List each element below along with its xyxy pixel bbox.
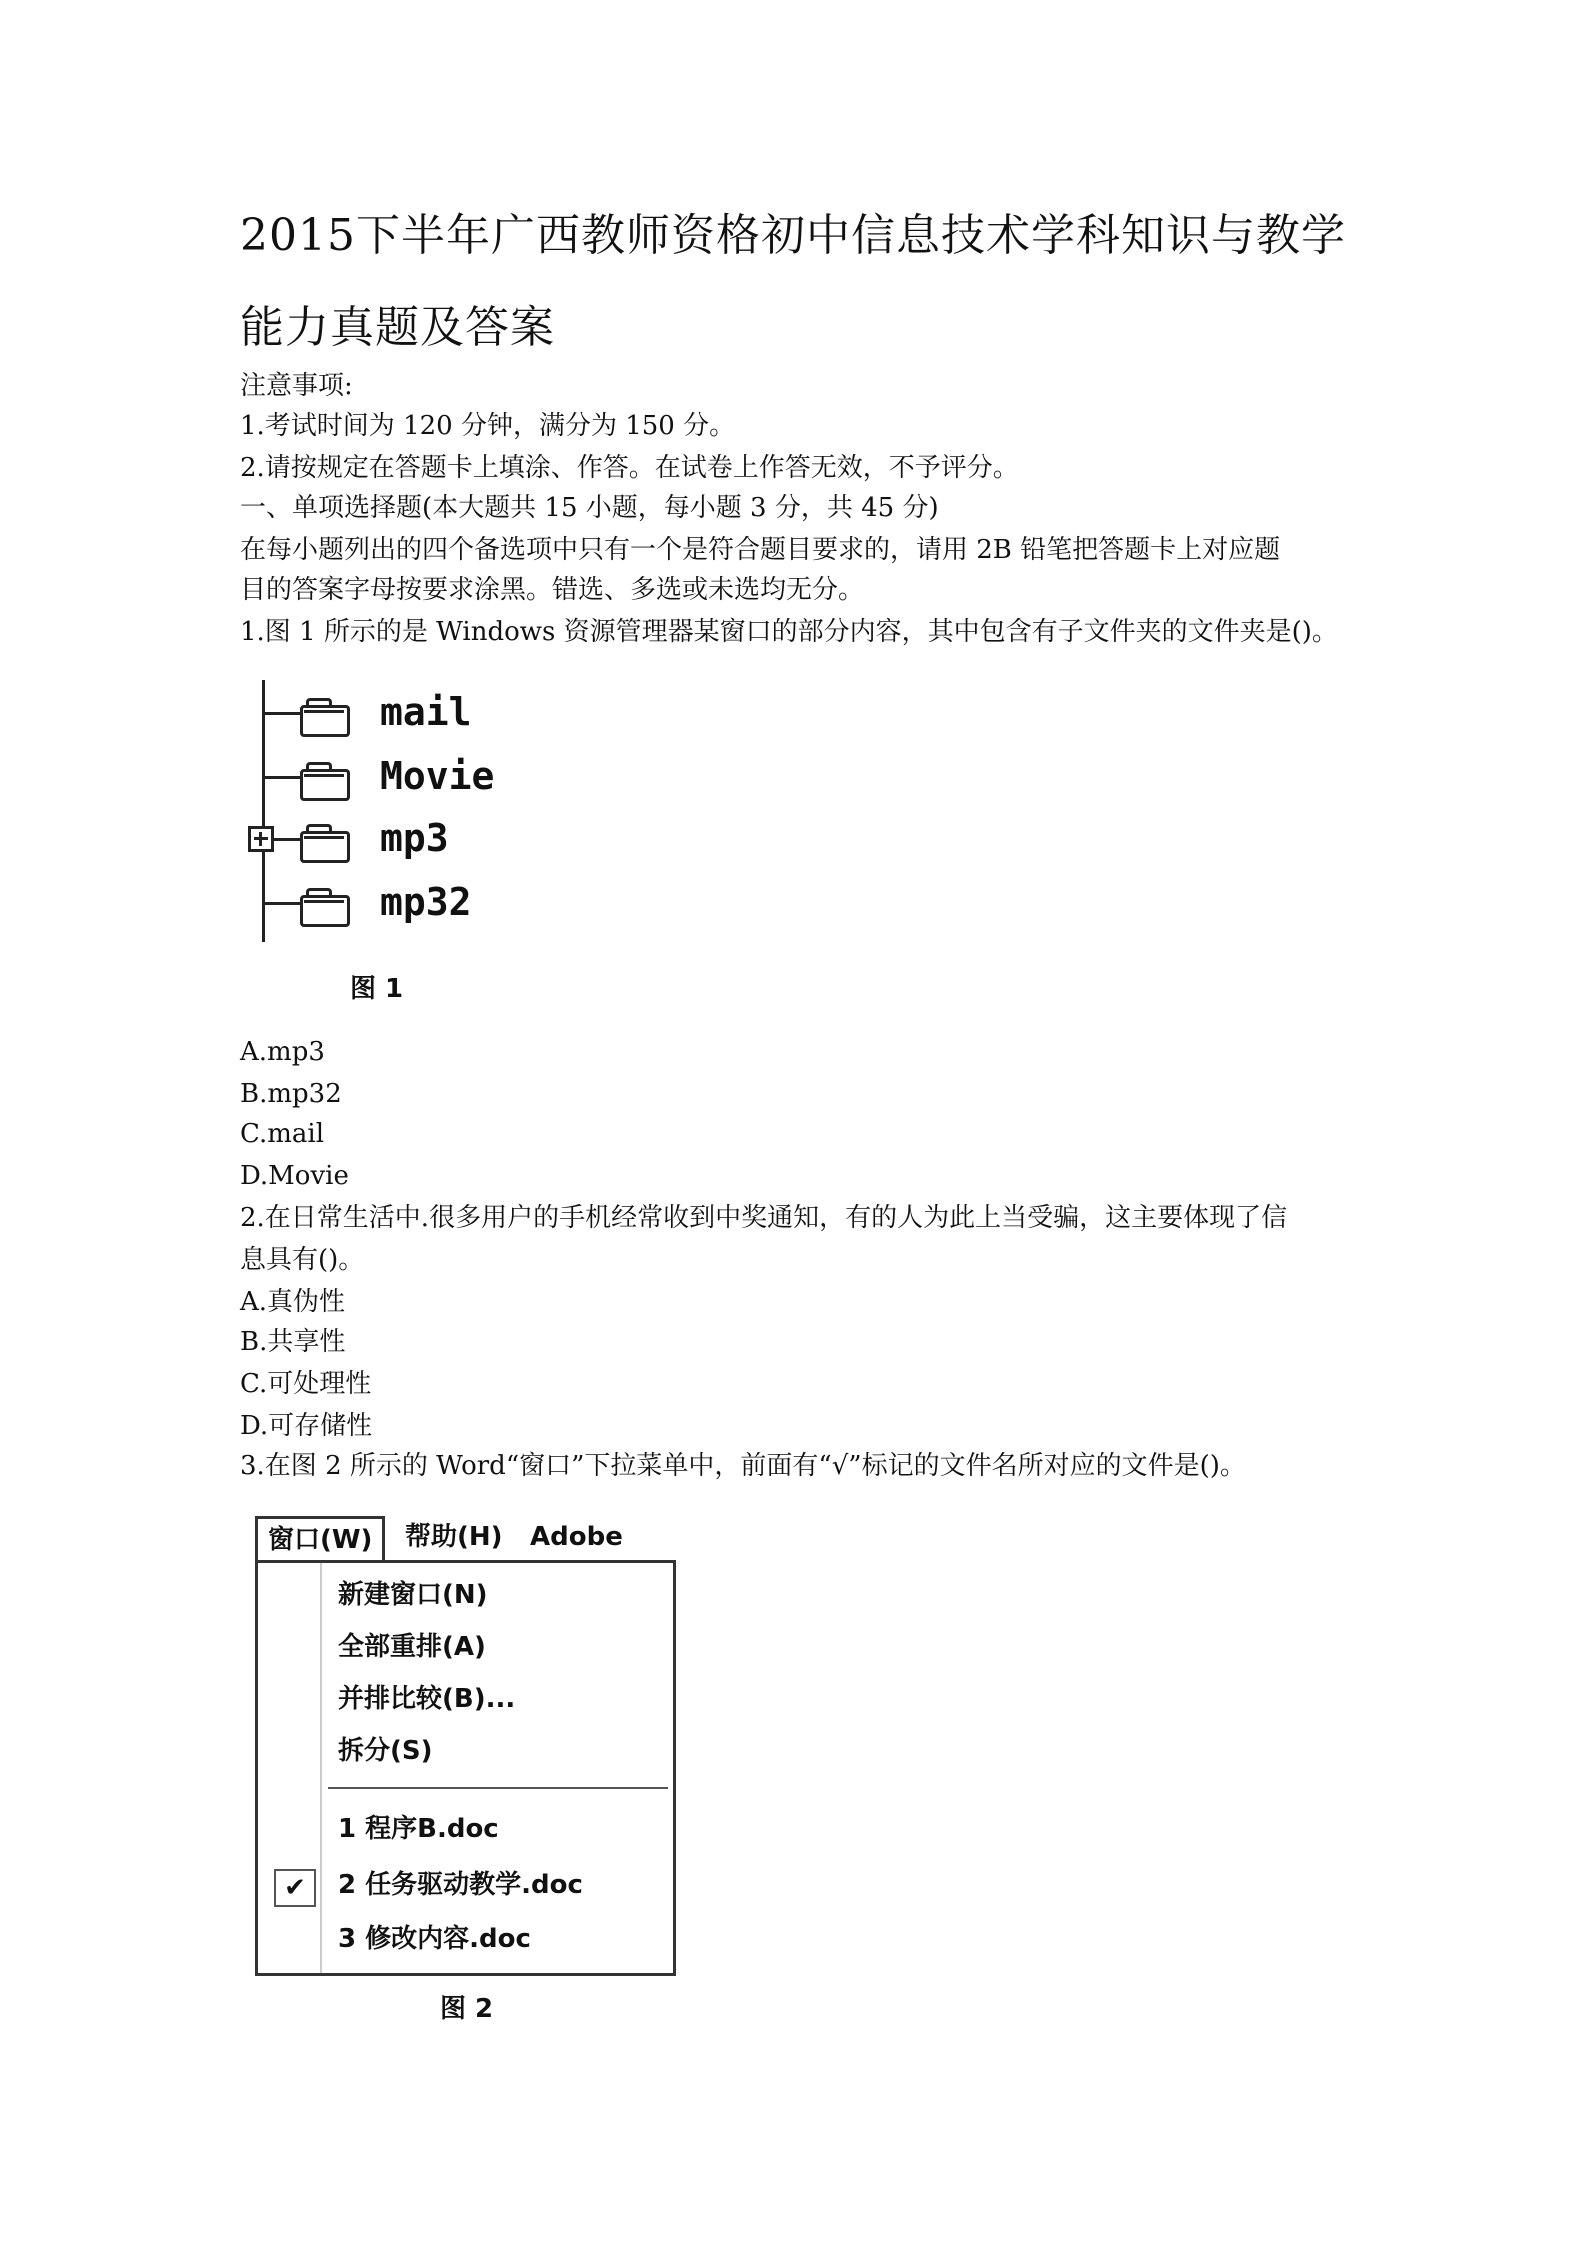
figure-1-folder-tree bbox=[240, 672, 520, 1002]
section-instruction-1: 在每小题列出的四个备选项中只有一个是符合题目要求的，请用 2B 铅笔把答题卡上对应题 bbox=[240, 535, 1281, 565]
menu-tab-help: 帮助(H) bbox=[405, 1522, 503, 1552]
menu-item-compare: 并排比较(B)... bbox=[338, 1684, 516, 1714]
q3-stem: 3.在图 2 所示的 Word“窗口”下拉菜单中，前面有“√”标记的文件名所对应的文件是()。 bbox=[240, 1451, 1246, 1481]
figure-2-word-menu bbox=[250, 1510, 680, 2030]
folder-name-movie: Movie bbox=[380, 754, 495, 798]
notice-heading: 注意事项: bbox=[240, 371, 353, 401]
q1-stem: 1.图 1 所示的是 Windows 资源管理器某窗口的部分内容，其中包含有子文件夹的文件夹是()。 bbox=[240, 617, 1338, 647]
figure-1-caption: 图 1 bbox=[350, 974, 404, 1004]
q2-option-c: C.可处理性 bbox=[240, 1369, 372, 1399]
q2-stem-line-2: 息具有()。 bbox=[240, 1245, 365, 1275]
notice-item-2: 2.请按规定在答题卡上填涂、作答。在试卷上作答无效，不予评分。 bbox=[240, 453, 1019, 483]
menu-separator bbox=[328, 1787, 668, 1789]
menu-tab-window: 窗口(W) bbox=[255, 1516, 385, 1561]
menu-bar bbox=[250, 1510, 680, 1560]
folder-icon bbox=[300, 760, 352, 798]
dropdown-menu bbox=[255, 1560, 676, 1976]
notice-item-1: 1.考试时间为 120 分钟，满分为 150 分。 bbox=[240, 411, 736, 441]
folder-icon bbox=[300, 822, 352, 860]
menu-item-new-window: 新建窗口(N) bbox=[338, 1580, 488, 1610]
menu-file-1: 1 程序B.doc bbox=[338, 1814, 499, 1844]
section-instruction-2: 目的答案字母按要求涂黑。错选、多选或未选均无分。 bbox=[240, 575, 865, 605]
expand-plus-icon bbox=[248, 826, 274, 852]
folder-name-mail: mail bbox=[380, 690, 472, 734]
folder-icon bbox=[300, 696, 352, 734]
q2-stem-line-1: 2.在日常生活中.很多用户的手机经常收到中奖通知，有的人为此上当受骗，这主要体现了信 bbox=[240, 1203, 1288, 1233]
q1-option-b: B.mp32 bbox=[240, 1079, 342, 1109]
q1-option-c: C.mail bbox=[240, 1119, 325, 1149]
folder-name-mp3: mp3 bbox=[380, 816, 449, 860]
checkmark-icon: ✔ bbox=[274, 1869, 316, 1907]
menu-file-3: 3 修改内容.doc bbox=[338, 1924, 531, 1954]
q2-option-b: B.共享性 bbox=[240, 1327, 346, 1357]
q1-option-a: A.mp3 bbox=[240, 1037, 325, 1067]
page-title: 2015下半年广西教师资格初中信息技术学科知识与教学能力真题及答案 bbox=[240, 210, 1346, 353]
menu-item-arrange-all: 全部重排(A) bbox=[338, 1632, 486, 1662]
menu-item-split: 拆分(S) bbox=[338, 1736, 433, 1766]
folder-icon bbox=[300, 886, 352, 924]
figure-2-caption: 图 2 bbox=[440, 1994, 494, 2024]
q2-option-d: D.可存储性 bbox=[240, 1411, 373, 1441]
menu-file-2: 2 任务驱动教学.doc bbox=[338, 1870, 583, 1900]
menu-tab-adobe-pdf: Adobe bbox=[530, 1522, 623, 1552]
q2-option-a: A.真伪性 bbox=[240, 1287, 346, 1317]
section-heading: 一、单项选择题(本大题共 15 小题，每小题 3 分，共 45 分) bbox=[240, 493, 939, 523]
q1-option-d: D.Movie bbox=[240, 1161, 349, 1191]
folder-name-mp32: mp32 bbox=[380, 880, 472, 924]
